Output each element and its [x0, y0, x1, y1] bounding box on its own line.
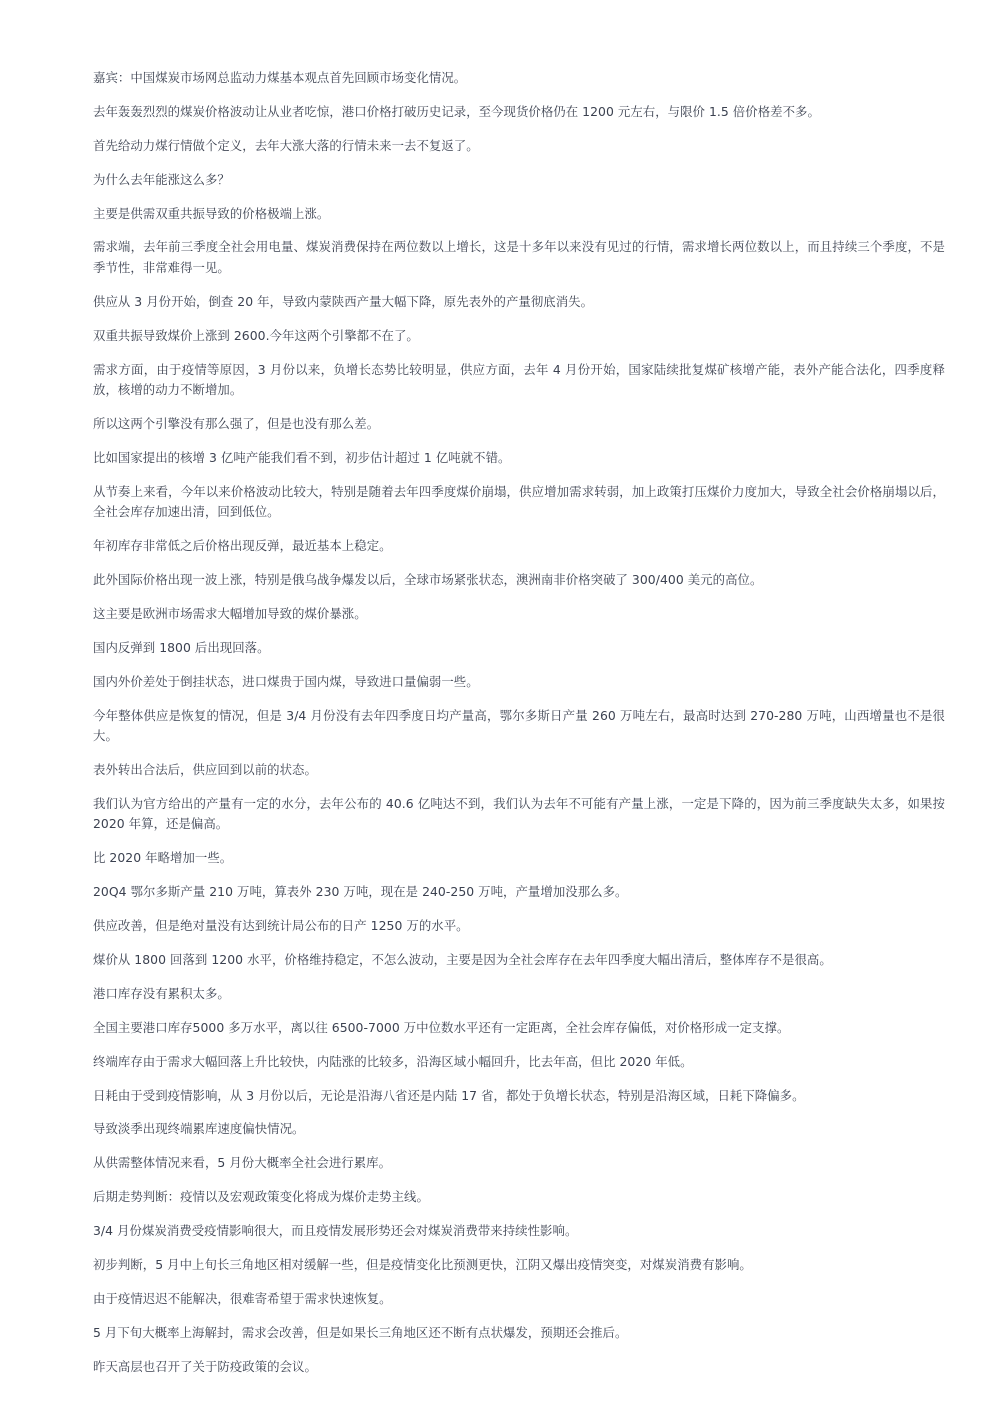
paragraph: 我们认为官方给出的产量有一定的水分，去年公布的 40.6 亿吨达不到，我们认为去年不可能有产量上涨，一定是下降的，因为前三季度缺失太多，如果按 2020 年算，还是偏高。	[93, 795, 945, 832]
paragraph: 需求端，去年前三季度全社会用电量、煤炭消费保持在两位数以上增长，这是十多年以来没有见过的行情，需求增长两位数以上，而且持续三个季度，不是季节性，非常难得一见。	[93, 239, 945, 275]
paragraph: 嘉宾：中国煤炭市场网总监动力煤基本观点首先回顾市场变化情况。	[93, 70, 467, 85]
paragraph: 初步判断，5 月中上旬长三角地区相对缓解一些，但是疫情变化比预测更快，江阴又爆出疫情突变，对煤炭消费有影响。	[93, 1257, 752, 1272]
paragraph: 由于疫情迟迟不能解决，很难寄希望于需求快速恢复。	[93, 1290, 392, 1306]
paragraph: 表外转出合法后，供应回到以前的状态。	[93, 762, 317, 778]
document-body	[93, 68, 945, 1391]
paragraph: 煤价从 1800 回落到 1200 水平，价格维持稳定，不怎么波动，主要是因为全社会库存在去年四季度大幅出清后，整体库存不是很高。	[93, 951, 832, 967]
paragraph: 供应从 3 月份开始，倒查 20 年，导致内蒙陕西产量大幅下降，原先表外的产量彻底消失。	[93, 293, 594, 309]
paragraph: 全国主要港口库存5000 多万水平，离以往 6500-7000 万中位数水平还有一定距离，全社会库存偏低，对价格形成一定支撑。	[93, 1019, 790, 1035]
paragraph: 日耗由于受到疫情影响，从 3 月份以后，无论是沿海八省还是内陆 17 省，都处于负增长状态，特别是沿海区域，日耗下降偏多。	[93, 1087, 805, 1103]
paragraph: 这主要是欧洲市场需求大幅增加导致的煤价暴涨。	[93, 605, 367, 621]
paragraph: 后期走势判断：疫情以及宏观政策变化将成为煤价走势主线。	[93, 1189, 429, 1205]
paragraph: 比 2020 年略增加一些。	[93, 850, 233, 866]
paragraph: 主要是供需双重共振导致的价格极端上涨。	[93, 205, 330, 221]
paragraph: 5 月下旬大概率上海解封，需求会改善，但是如果长三角地区还不断有点状爆发，预期还会推后。	[93, 1324, 628, 1340]
paragraph: 从节奏上来看，今年以来价格波动比较大，特别是随着去年四季度煤价崩塌，供应增加需求转弱，加上政策打压煤价力度加大，导致全社会价格崩塌以后，全社会库存加速出清，回到低位。	[93, 483, 945, 520]
paragraph: 双重共振导致煤价上涨到 2600.今年这两个引擎都不在了。	[93, 327, 419, 343]
paragraph: 供应改善，但是绝对量没有达到统计局公布的日产 1250 万的水平。	[93, 918, 469, 934]
paragraph: 首先给动力煤行情做个定义，去年大涨大落的行情未来一去不复返了。	[93, 137, 479, 153]
paragraph: 去年轰轰烈烈的煤炭价格波动让从业者吃惊，港口价格打破历史记录，至今现货价格仍在 1200 元左右，与限价 1.5 倍价格差不多。	[93, 103, 820, 119]
paragraph: 此外国际价格出现一波上涨，特别是俄乌战争爆发以后，全球市场紧张状态，澳洲南非价格突破了 300/400 美元的高位。	[93, 572, 763, 588]
paragraph: 3/4 月份煤炭消费受疫情影响很大，而且疫情发展形势还会对煤炭消费带来持续性影响。	[93, 1223, 578, 1239]
paragraph: 所以这两个引擎没有那么强了，但是也没有那么差。	[93, 416, 380, 432]
paragraph: 国内反弹到 1800 后出现回落。	[93, 639, 270, 655]
paragraph: 终端库存由于需求大幅回落上升比较快，内陆涨的比较多，沿海区域小幅回升，比去年高，但比 2020 年低。	[93, 1053, 693, 1069]
paragraph: 年初库存非常低之后价格出现反弹，最近基本上稳定。	[93, 538, 392, 554]
paragraph: 为什么去年能涨这么多？	[93, 171, 230, 187]
paragraph: 20Q4 鄂尔多斯产量 210 万吨，算表外 230 万吨，现在是 240-250 万吨，产量增加没那么多。	[93, 884, 628, 900]
paragraph: 港口库存没有累积太多。	[93, 985, 230, 1001]
paragraph: 国内外价差处于倒挂状态，进口煤贵于国内煤，导致进口量偏弱一些。	[93, 673, 479, 689]
paragraph: 今年整体供应是恢复的情况，但是 3/4 月份没有去年四季度日均产量高，鄂尔多斯日产量 260 万吨左右，最高时达到 270-280 万吨，山西增量也不是很大。	[93, 707, 945, 744]
paragraph: 比如国家提出的核增 3 亿吨产能我们看不到，初步估计超过 1 亿吨就不错。	[93, 449, 511, 465]
paragraph: 需求方面，由于疫情等原因，3 月份以来，负增长态势比较明显，供应方面，去年 4 月份开始，国家陆续批复煤矿核增产能，表外产能合法化，四季度释放，核增的动力不断增加。	[93, 361, 945, 398]
paragraph: 从供需整体情况来看，5 月份大概率全社会进行累库。	[93, 1155, 392, 1171]
paragraph: 昨天高层也召开了关于防疫政策的会议。	[93, 1358, 317, 1374]
paragraph: 导致淡季出现终端累库速度偏快情况。	[93, 1121, 305, 1137]
